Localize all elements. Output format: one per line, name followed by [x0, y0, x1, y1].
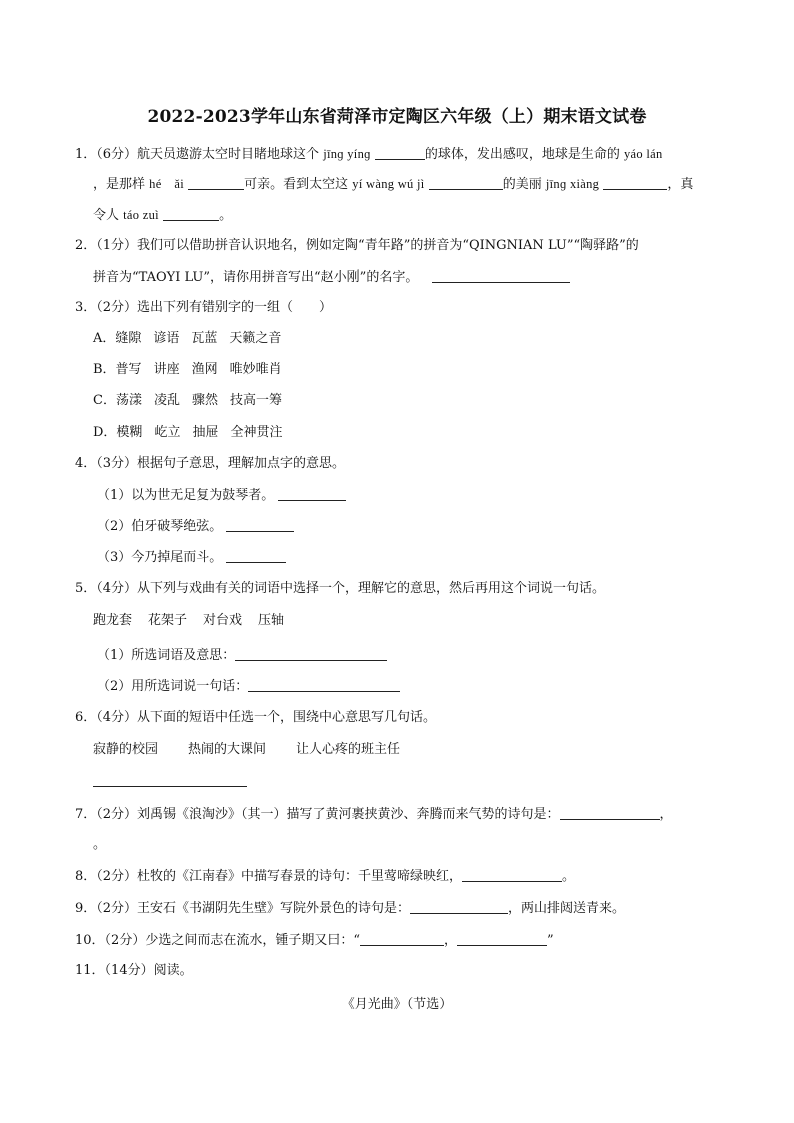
q6-phrase-2: 热闹的大课间	[188, 742, 267, 757]
q6-phrase-3: 让人心疼的班主任	[296, 742, 401, 757]
q1-text-5: 的美丽	[502, 177, 542, 192]
q10-blank-1[interactable]	[360, 931, 444, 946]
question-9	[75, 899, 625, 918]
q1-blank-3[interactable]	[429, 175, 503, 190]
q1-text-1: 1．（6分）航天员遨游太空时目睹地球这个	[75, 147, 320, 162]
q6-phrase-1: 寂静的校园	[93, 742, 159, 757]
question-11-stem: 11．（14分）阅读。	[75, 963, 193, 978]
q4-item-1	[97, 486, 346, 505]
q4-item-3-text: （3）今乃掉尾而斗。	[97, 550, 223, 565]
q5-blank-2[interactable]	[248, 677, 400, 692]
question-1-line-1	[75, 145, 663, 164]
q1-text-2: 的球体，发出感叹，地球是生命的	[424, 147, 620, 162]
q3-option-a[interactable]	[93, 330, 281, 348]
q3-a-word-2: 谚语	[153, 331, 180, 346]
q3-b-word-2: 讲座	[153, 362, 180, 377]
q9-blank[interactable]	[410, 899, 508, 914]
q5-word-1: 跑龙套	[93, 613, 133, 628]
question-7-line-1	[75, 805, 673, 824]
q3-b-word-3: 渔网	[191, 362, 218, 377]
q5-word-4: 压轴	[258, 613, 285, 628]
question-5-stem: 5．（4分）从下列与戏曲有关的词语中选择一个，理解它的意思，然后再用这个词说一句话。	[75, 581, 606, 596]
q1-blank-2[interactable]	[188, 175, 244, 190]
q5-word-list	[93, 612, 284, 630]
q6-answer-line	[93, 772, 247, 791]
q3-a-word-1: A．缝隙	[93, 331, 142, 346]
q9-text: 9．（2分）王安石《书湖阴先生壁》写院外景色的诗句是：	[75, 901, 411, 916]
q3-a-word-3: 瓦蓝	[191, 331, 218, 346]
q1-pinyin-5: jīnɡ xiàng	[545, 177, 600, 191]
q1-pinyin-3: hé ǎi	[149, 177, 184, 191]
question-4-stem: 4．（3分）根据句子意思，理解加点字的意思。	[75, 456, 346, 471]
q1-blank-4[interactable]	[603, 175, 667, 190]
q7-blank-1[interactable]	[560, 805, 660, 820]
question-2-line-1: 2．（1分）我们可以借助拼音认识地名，例如定陶“青年路”的拼音为“QINGNIAN LU”“陶驿路”的	[75, 238, 639, 253]
question-1-line-3	[93, 206, 232, 225]
page-title: 2022-2023学年山东省菏泽市定陶区六年级（上）期末语文试卷	[147, 107, 647, 127]
q5-item-1	[97, 646, 387, 665]
q4-item-2-text: （2）伯牙破琴绝弦。	[97, 519, 223, 534]
q3-c-word-4: 技高一筹	[229, 393, 282, 408]
q7-text: 7．（2分）刘禹锡《浪淘沙》（其一）描写了黄河裹挟黄沙、奔腾而来气势的诗句是：	[75, 807, 560, 822]
q3-d-word-1: D．模糊	[93, 425, 143, 440]
q6-phrase-list	[93, 741, 400, 759]
q3-c-word-1: C．荡漾	[93, 393, 142, 408]
q5-word-3: 对台戏	[203, 613, 243, 628]
q3-b-word-1: B．普写	[93, 362, 142, 377]
q8-blank[interactable]	[462, 867, 562, 882]
q3-c-word-2: 凌乱	[153, 393, 180, 408]
q10-blank-2[interactable]	[457, 931, 547, 946]
q1-text-3: ，是那样	[93, 177, 146, 192]
q5-blank-1[interactable]	[235, 646, 387, 661]
q1-text-6: ，真	[667, 177, 694, 192]
q10-comma: ，	[443, 933, 457, 948]
q1-pinyin-1: jīnɡ yínɡ	[323, 147, 371, 161]
q11-passage-title: 《月光曲》（节选）	[341, 997, 453, 1012]
question-8	[75, 867, 575, 886]
q5-item-2-text: （2）用所选词说一句话：	[97, 679, 249, 694]
q5-item-2	[97, 677, 400, 696]
q4-item-3	[97, 548, 286, 567]
question-10	[75, 931, 554, 950]
q3-d-word-3: 抽屉	[192, 425, 219, 440]
q1-pinyin-2: yáo lán	[623, 147, 663, 161]
q3-b-word-4: 唯妙唯肖	[229, 362, 282, 377]
q8-text: 8．（2分）杜牧的《江南春》中描写春景的诗句：千里莺啼绿映红，	[75, 869, 463, 884]
q3-a-word-4: 天籁之音	[229, 331, 282, 346]
question-2-line-2	[93, 268, 570, 287]
q2-answer-blank[interactable]	[432, 268, 570, 283]
q4-item-1-text: （1）以为世无足复为鼓琴者。	[97, 488, 275, 503]
q6-blank[interactable]	[93, 772, 247, 787]
q3-d-word-4: 全神贯注	[230, 425, 283, 440]
q3-option-c[interactable]	[93, 392, 282, 410]
question-1-line-2	[93, 175, 693, 194]
q3-option-d[interactable]	[93, 424, 282, 442]
q1-text-8: 。	[219, 208, 233, 223]
q3-option-b[interactable]	[93, 361, 282, 379]
q4-blank-3[interactable]	[226, 548, 286, 563]
q1-blank-5[interactable]	[163, 206, 219, 221]
q5-item-1-text: （1）所选词语及意思：	[97, 648, 236, 663]
question-6-stem: 6．（4分）从下面的短语中任选一个，围绕中心意思写几句话。	[75, 710, 437, 725]
q1-text-4: 可亲。看到太空这	[244, 177, 349, 192]
q1-pinyin-6: táo zuì	[123, 208, 159, 222]
q9-end: ，两山排闼送青来。	[508, 901, 626, 916]
q8-end: 。	[562, 869, 576, 884]
q2-text: 拼音为“TAOYI LU”，请你用拼音写出“赵小刚”的名字。	[93, 270, 419, 285]
q1-text-7: 令人	[93, 208, 120, 223]
q3-c-word-3: 骤然	[191, 393, 218, 408]
q1-pinyin-4: yí wàng wú jì	[352, 177, 425, 191]
question-3-stem: 3．（2分）选出下列有错别字的一组（ ）	[75, 300, 333, 315]
q4-item-2	[97, 517, 294, 536]
q10-end: ”	[546, 933, 554, 948]
q4-blank-2[interactable]	[226, 517, 294, 532]
q5-word-2: 花架子	[148, 613, 188, 628]
q3-d-word-2: 屹立	[154, 425, 181, 440]
question-7-line-2: 。	[93, 837, 107, 852]
q4-blank-1[interactable]	[278, 486, 346, 501]
q10-text: 10．（2分）少选之间而志在流水，锺子期又曰：“	[75, 933, 360, 948]
q1-blank-1[interactable]	[375, 145, 425, 160]
q7-comma: ，	[659, 807, 673, 822]
